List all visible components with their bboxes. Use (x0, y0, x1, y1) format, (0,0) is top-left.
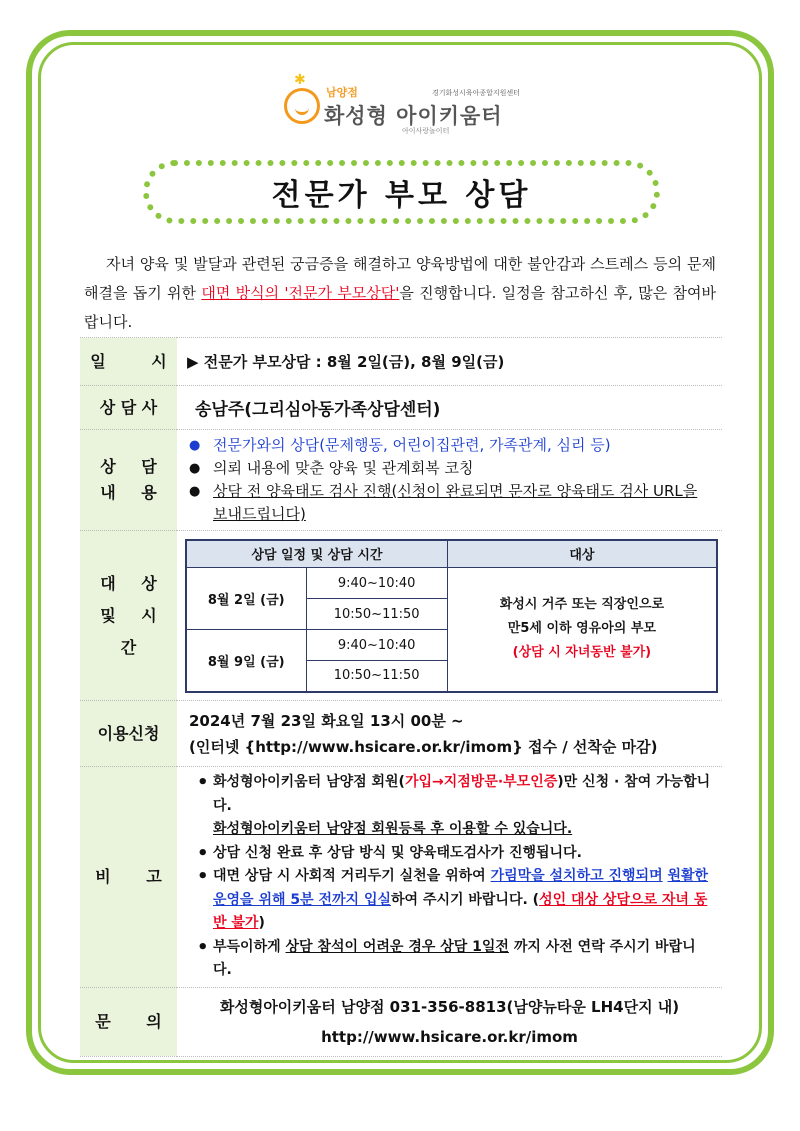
row-apply (80, 701, 722, 767)
label-contact: 문 의 (80, 987, 177, 1056)
intro-before: 자녀 양육 및 발달과 관련된 궁금증을 해결하고 양육방법에 대한 불안감과 스트레스 등의 문제 해결을 돕기 위한 (84, 255, 716, 302)
content-item: ● 상담 전 양육태도 검사 진행(신청이 완료되면 문자로 양육태도 검사 URL을 보내드립니다) (187, 480, 712, 526)
value-notes (177, 767, 722, 988)
smiley-face-logo-icon (284, 88, 320, 124)
target-header: 대상 (447, 540, 717, 568)
schedule-date: 8월 9일 (금) (186, 630, 306, 692)
row-target (80, 531, 722, 701)
page-title: 전문가 부모 상담 (271, 178, 532, 213)
intro-text (84, 250, 716, 337)
note-item: • 화성형아이키움터 남양점 회원(가입→지점방문·부모인증)만 신청 · 참여 가능합니다. 화성형아이키움터 남양점 회원등록 후 이용할 수 있습니다. (195, 771, 712, 842)
notes-list (195, 771, 712, 983)
target-line2: 만5세 이하 영유아의 부모 (507, 621, 656, 637)
content-item: ● 의뢰 내용에 맞춘 양육 및 관계회복 코칭 (187, 457, 712, 480)
note-item: • 부득이하게 상담 참석이 어려운 경우 상담 1일전 까지 사전 연락 주시기 바랍니다. (195, 936, 712, 983)
title-box (143, 160, 660, 224)
label-target: 대 상 및 시 간 (80, 531, 177, 701)
schedule-time: 10:50~11:50 (306, 599, 447, 630)
note-item: • 대면 상담 시 사회적 거리두기 실천을 위하여 가림막을 설치하고 진행되며 원활한 운영을 위해 5분 전까지 입실하여 주시기 바랍니다. (성인 대상 상담으로 자녀 동반 불가) (195, 865, 712, 936)
row-contact (80, 987, 722, 1056)
intro-highlight: 대면 방식의 '전문가 부모상담' (201, 284, 400, 302)
logo-org: 경기화성시육아종합지원센터 (432, 89, 520, 97)
schedule-date: 8월 2일 (금) (186, 568, 306, 630)
logo-name: 화성형 아이키움터 (324, 104, 503, 128)
row-date (80, 338, 722, 386)
label-counselor: 상 담 사 (80, 386, 177, 430)
intro-after: 을 진행합니다. 일정을 참고하신 후, 많은 참여바랍니다. (84, 284, 716, 331)
value-content (177, 430, 722, 531)
label-content: 상 담 내 용 (80, 430, 177, 531)
target-note: (상담 시 자녀동반 불가) (512, 645, 652, 661)
schedule-header: 상담 일정 및 상담 시간 (186, 540, 447, 568)
schedule-table (185, 539, 718, 693)
row-content (80, 430, 722, 531)
target-description (447, 568, 717, 692)
row-notes (80, 767, 722, 988)
note-item: • 상담 신청 완료 후 상담 방식 및 양육태도검사가 진행됩니다. (195, 842, 712, 866)
value-counselor: 송남주(그리심아동가족상담센터) (177, 386, 722, 430)
label-apply: 이용신청 (80, 701, 177, 767)
value-contact (177, 987, 722, 1056)
content-item: ● 전문가와의 상담(문제행동, 어린이집관련, 가족관계, 심리 등) (187, 434, 712, 457)
target-line1: 화성시 거주 또는 직장인으로 (499, 597, 665, 613)
schedule-time: 9:40~10:40 (306, 630, 447, 661)
schedule-time: 10:50~11:50 (306, 661, 447, 692)
contact-phone: 화성형아이키움터 남양점 031-356-8813(남양뉴타운 LH4단지 내) (219, 997, 680, 1016)
star-icon: ✱ (294, 72, 306, 88)
logo-sub: 아이사랑놀이터 (402, 127, 450, 135)
label-date: 일 시 (80, 338, 177, 386)
value-apply (177, 701, 722, 767)
row-counselor (80, 386, 722, 430)
value-date: ▶ 전문가 부모상담 : 8월 2일(금), 8월 9일(금) (177, 338, 722, 386)
apply-period: 2024년 7월 23일 화요일 13시 00분 ~ (189, 711, 464, 730)
contact-url[interactable]: http://www.hsicare.or.kr/imom (321, 1027, 578, 1046)
value-target (177, 531, 722, 701)
label-notes: 비 고 (80, 767, 177, 988)
apply-method: (인터넷 {http://www.hsicare.or.kr/imom} 접수 / 선착순 마감) (189, 737, 658, 756)
content-list (187, 434, 712, 526)
logo-branch: 남양점 (326, 86, 358, 99)
logo (284, 72, 524, 135)
schedule-time: 9:40~10:40 (306, 568, 447, 599)
info-table (80, 337, 722, 1057)
